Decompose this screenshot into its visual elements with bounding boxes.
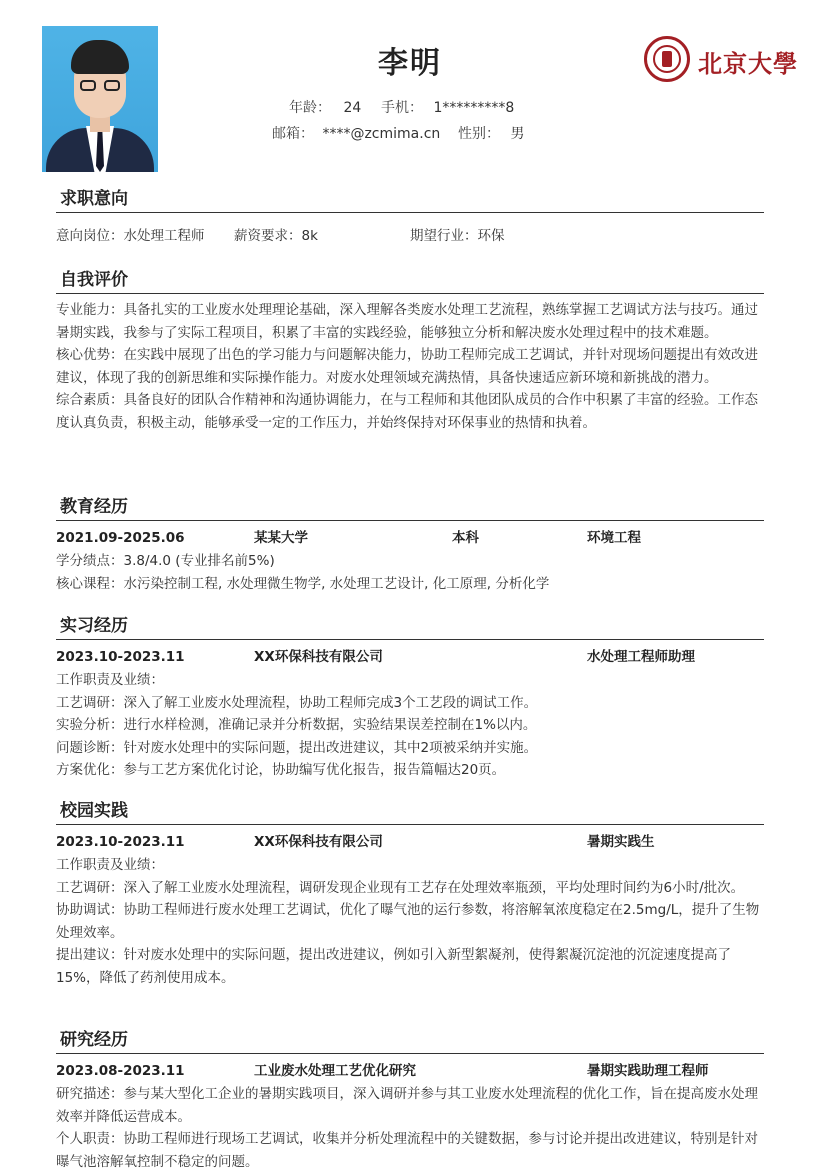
- campus-line: 提出建议：针对废水处理中的实际问题，提出改进建议，例如引入新型絮凝剂，使得絮凝沉淀池的沉淀速度提高了15%，降低了药剂使用成本。: [56, 947, 731, 986]
- age-label: 年龄：: [289, 100, 331, 116]
- education-courses: 核心课程：水污染控制工程, 水处理微生物学, 水处理工艺设计, 化工原理, 分析化学: [56, 575, 550, 592]
- section-title: 实习经历: [56, 613, 764, 640]
- internship-company: XX环保科技有限公司: [254, 649, 383, 665]
- email-label: 邮箱：: [272, 126, 314, 142]
- research-project: 工业废水处理工艺优化研究: [254, 1063, 416, 1079]
- education-degree: 本科: [452, 530, 479, 546]
- education-gpa: 学分绩点：3.8/4.0 (专业排名前5%): [56, 553, 275, 569]
- section-campus-practice: [56, 798, 764, 989]
- gender-label: 性别：: [458, 126, 500, 142]
- age-info: [289, 97, 361, 117]
- age-value: 24: [343, 100, 362, 116]
- email-info: [272, 123, 440, 143]
- intent-position: 意向岗位：水处理工程师: [56, 228, 205, 244]
- section-title: 校园实践: [56, 798, 764, 825]
- campus-line: 协助调试：协助工程师进行废水处理工艺调试，优化了曝气池的运行参数，将溶解氧浓度稳定在2.5mg/L，提升了生物处理效率。: [56, 902, 760, 941]
- section-education: [56, 494, 764, 595]
- gender-value: 男: [510, 126, 525, 142]
- section-job-intent: [56, 186, 764, 247]
- section-title: 教育经历: [56, 494, 764, 521]
- self-eval-paragraph: 核心优势：在实践中展现了出色的学习能力与问题解决能力，协助工程师完成工艺调试，并针对现场问题提出有效改进建议，体现了我的创新思维和实际操作能力。对废水处理领域充满热情，具备快速适应新环境和新挑战的潜力。: [56, 347, 758, 386]
- phone-info: [381, 97, 514, 117]
- university-logo: [644, 36, 798, 84]
- education-school: 某某大学: [254, 530, 308, 546]
- section-self-evaluation: [56, 267, 764, 434]
- phone-value: 1*********8: [433, 100, 515, 116]
- internship-period: 2023.10-2023.11: [56, 649, 185, 665]
- internship-line: 方案优化：参与工艺方案优化讨论，协助编写优化报告，报告篇幅达20页。: [56, 762, 506, 778]
- internship-role: 水处理工程师助理: [587, 649, 695, 665]
- self-eval-paragraph: 综合素质：具备良好的团队合作精神和沟通协调能力，在与工程师和其他团队成员的合作中积累了丰富的经验。工作态度认真负责，积极主动，能够承受一定的工作压力，并始终保持对环保事业的热情和执着。: [56, 392, 758, 431]
- internship-line: 工作职责及业绩：: [56, 672, 164, 688]
- section-research: [56, 1027, 764, 1173]
- education-period: 2021.09-2025.06: [56, 530, 185, 546]
- section-title: 求职意向: [56, 186, 764, 213]
- research-line: 研究描述：参与某大型化工企业的暑期实践项目，深入调研并参与其工业废水处理流程的优化工作，旨在提高废水处理效率并降低运营成本。: [56, 1086, 758, 1125]
- research-role: 暑期实践助理工程师: [587, 1063, 709, 1079]
- intent-industry: 期望行业：环保: [410, 228, 505, 244]
- section-internship: [56, 613, 764, 782]
- research-line: 个人职责：协助工程师进行现场工艺调试，收集并分析处理流程中的关键数据，参与讨论并提出改进建议，特别是针对曝气池溶解氧控制不稳定的问题。: [56, 1131, 758, 1170]
- campus-role: 暑期实践生: [587, 834, 655, 850]
- campus-company: XX环保科技有限公司: [254, 834, 383, 850]
- education-major: 环境工程: [587, 530, 641, 546]
- intent-salary: 薪资要求：8k: [234, 228, 318, 244]
- internship-line: 工艺调研：深入了解工业废水处理流程，协助工程师完成3个工艺段的调试工作。: [56, 694, 538, 711]
- phone-label: 手机：: [381, 100, 423, 116]
- internship-line: 实验分析：进行水样检测，准确记录并分析数据，实验结果误差控制在1%以内。: [56, 717, 537, 733]
- internship-line: 问题诊断：针对废水处理中的实际问题，提出改进建议，其中2项被采纳并实施。: [56, 739, 538, 756]
- research-period: 2023.08-2023.11: [56, 1063, 185, 1079]
- candidate-name: 李明: [378, 46, 442, 81]
- university-seal-icon: [644, 36, 690, 82]
- campus-line: 工作职责及业绩：: [56, 857, 164, 873]
- university-logo-text: 北京大學: [698, 49, 798, 78]
- email-value: ****@zcmima.cn: [322, 126, 441, 142]
- gender-info: [458, 123, 524, 143]
- campus-period: 2023.10-2023.11: [56, 834, 185, 850]
- section-title: 研究经历: [56, 1027, 764, 1054]
- self-eval-paragraph: 专业能力：具备扎实的工业废水处理理论基础，深入理解各类废水处理工艺流程，熟练掌握工艺调试方法与技巧。通过暑期实践，我参与了实际工程项目，积累了丰富的实践经验，能够独立分析和解决废水处理过程中的技术难题。: [56, 302, 758, 341]
- campus-line: 工艺调研：深入了解工业废水处理流程，调研发现企业现有工艺存在处理效率瓶颈，平均处理时间约为6小时/批次。: [56, 879, 745, 896]
- section-title: 自我评价: [56, 267, 764, 294]
